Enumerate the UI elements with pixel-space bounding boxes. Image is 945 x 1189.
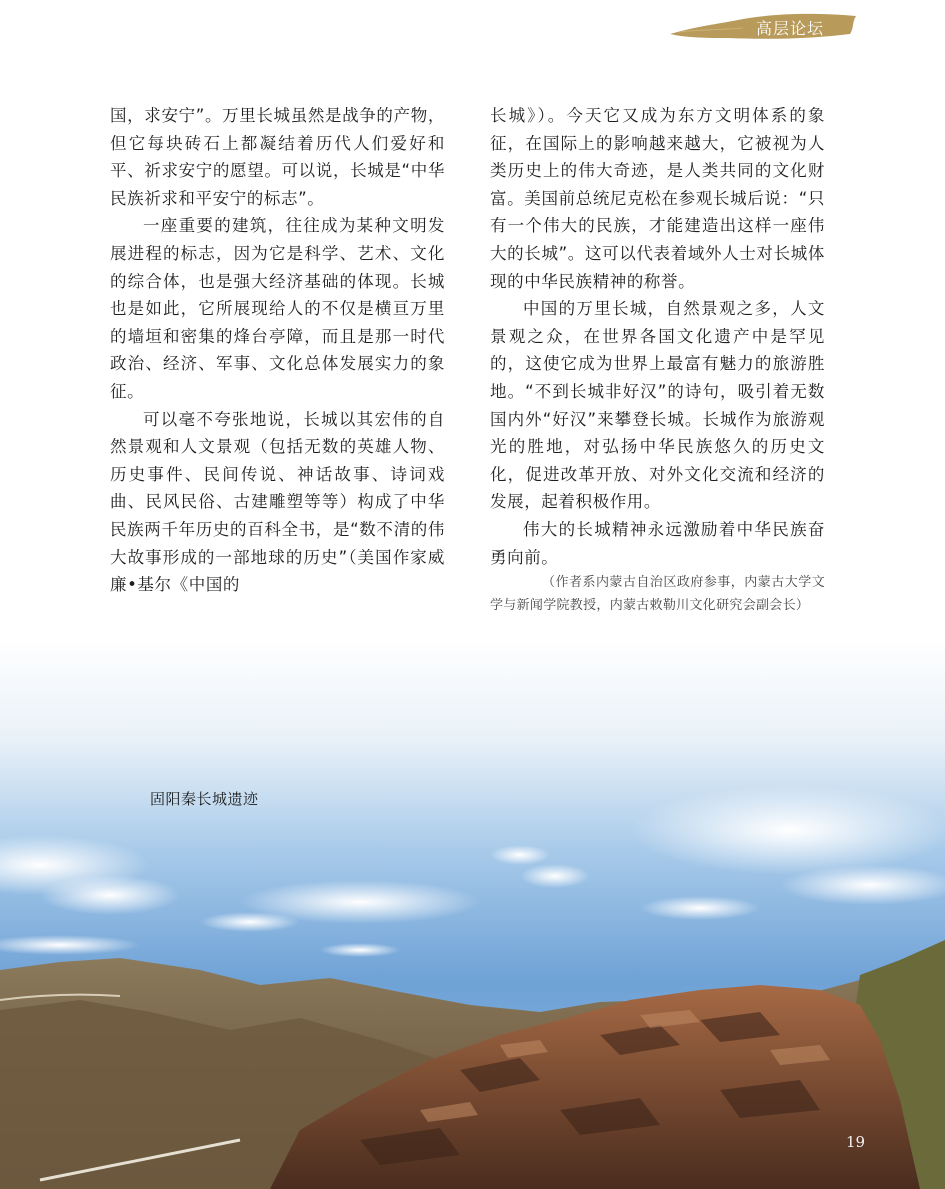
photo-caption: 固阳秦长城遗迹 <box>150 790 259 808</box>
article-column-left <box>110 102 445 599</box>
page-number: 19 <box>846 1133 866 1151</box>
paragraph: 可以毫不夸张地说，长城以其宏伟的自然景观和人文景观（包括无数的英雄人物、历史事件、民间传说、神话故事、诗词戏曲、民风民俗、古建雕塑等等）构成了中华民族两千年历史的百科全书，是“数不清的伟大故事形成的一部地球的历史”（美国作家威廉•基尔《中国的 <box>110 409 445 595</box>
article-column-right <box>490 102 825 617</box>
paragraph: 伟大的长城精神永远激励着中华民族奋勇向前。 <box>490 519 825 567</box>
great-wall-photo <box>0 640 945 1189</box>
paragraph: 长城》）。今天它又成为东方文明体系的象征，在国际上的影响越来越大，它被视为人类历史上的伟大奇迹，是人类共同的文化财富。美国前总统尼克松在参观长城后说：“只有一个伟大的民族，才能建造出这样一座伟大的长城”。这可以代表着域外人士对长城体现的中华民族精神的称誉。 <box>490 106 825 291</box>
paragraph: 国，求安宁”。万里长城虽然是战争的产物，但它每块砖石上都凝结着历代人们爱好和平、祈求安宁的愿望。可以说，长城是“中华民族祈求和平安宁的标志”。 <box>110 106 445 208</box>
landscape-illustration <box>0 640 945 1189</box>
author-byline: （作者系内蒙古自治区政府参事，内蒙古大学文学与新闻学院教授，内蒙古敕勒川文化研究会副会长） <box>490 575 825 614</box>
section-banner <box>668 8 858 46</box>
paragraph: 中国的万里长城，自然景观之多，人文景观之众，在世界各国文化遗产中是罕见的，这使它成为世界上最富有魅力的旅游胜地。“不到长城非好汉”的诗句，吸引着无数国内外“好汉”来攀登长城。长城作为旅游观光的胜地，对弘扬中华民族悠久的历史文化，促进改革开放、对外文化交流和经济的发展，起着积极作用。 <box>490 299 825 512</box>
paragraph: 一座重要的建筑，往往成为某种文明发展进程的标志，因为它是科学、艺术、文化的综合体，也是强大经济基础的体现。长城也是如此，它所展现给人的不仅是横亘万里的墙垣和密集的烽台亭障，而且是那一时代政治、经济、军事、文化总体发展实力的象征。 <box>110 216 445 401</box>
section-label: 高层论坛 <box>755 19 824 38</box>
